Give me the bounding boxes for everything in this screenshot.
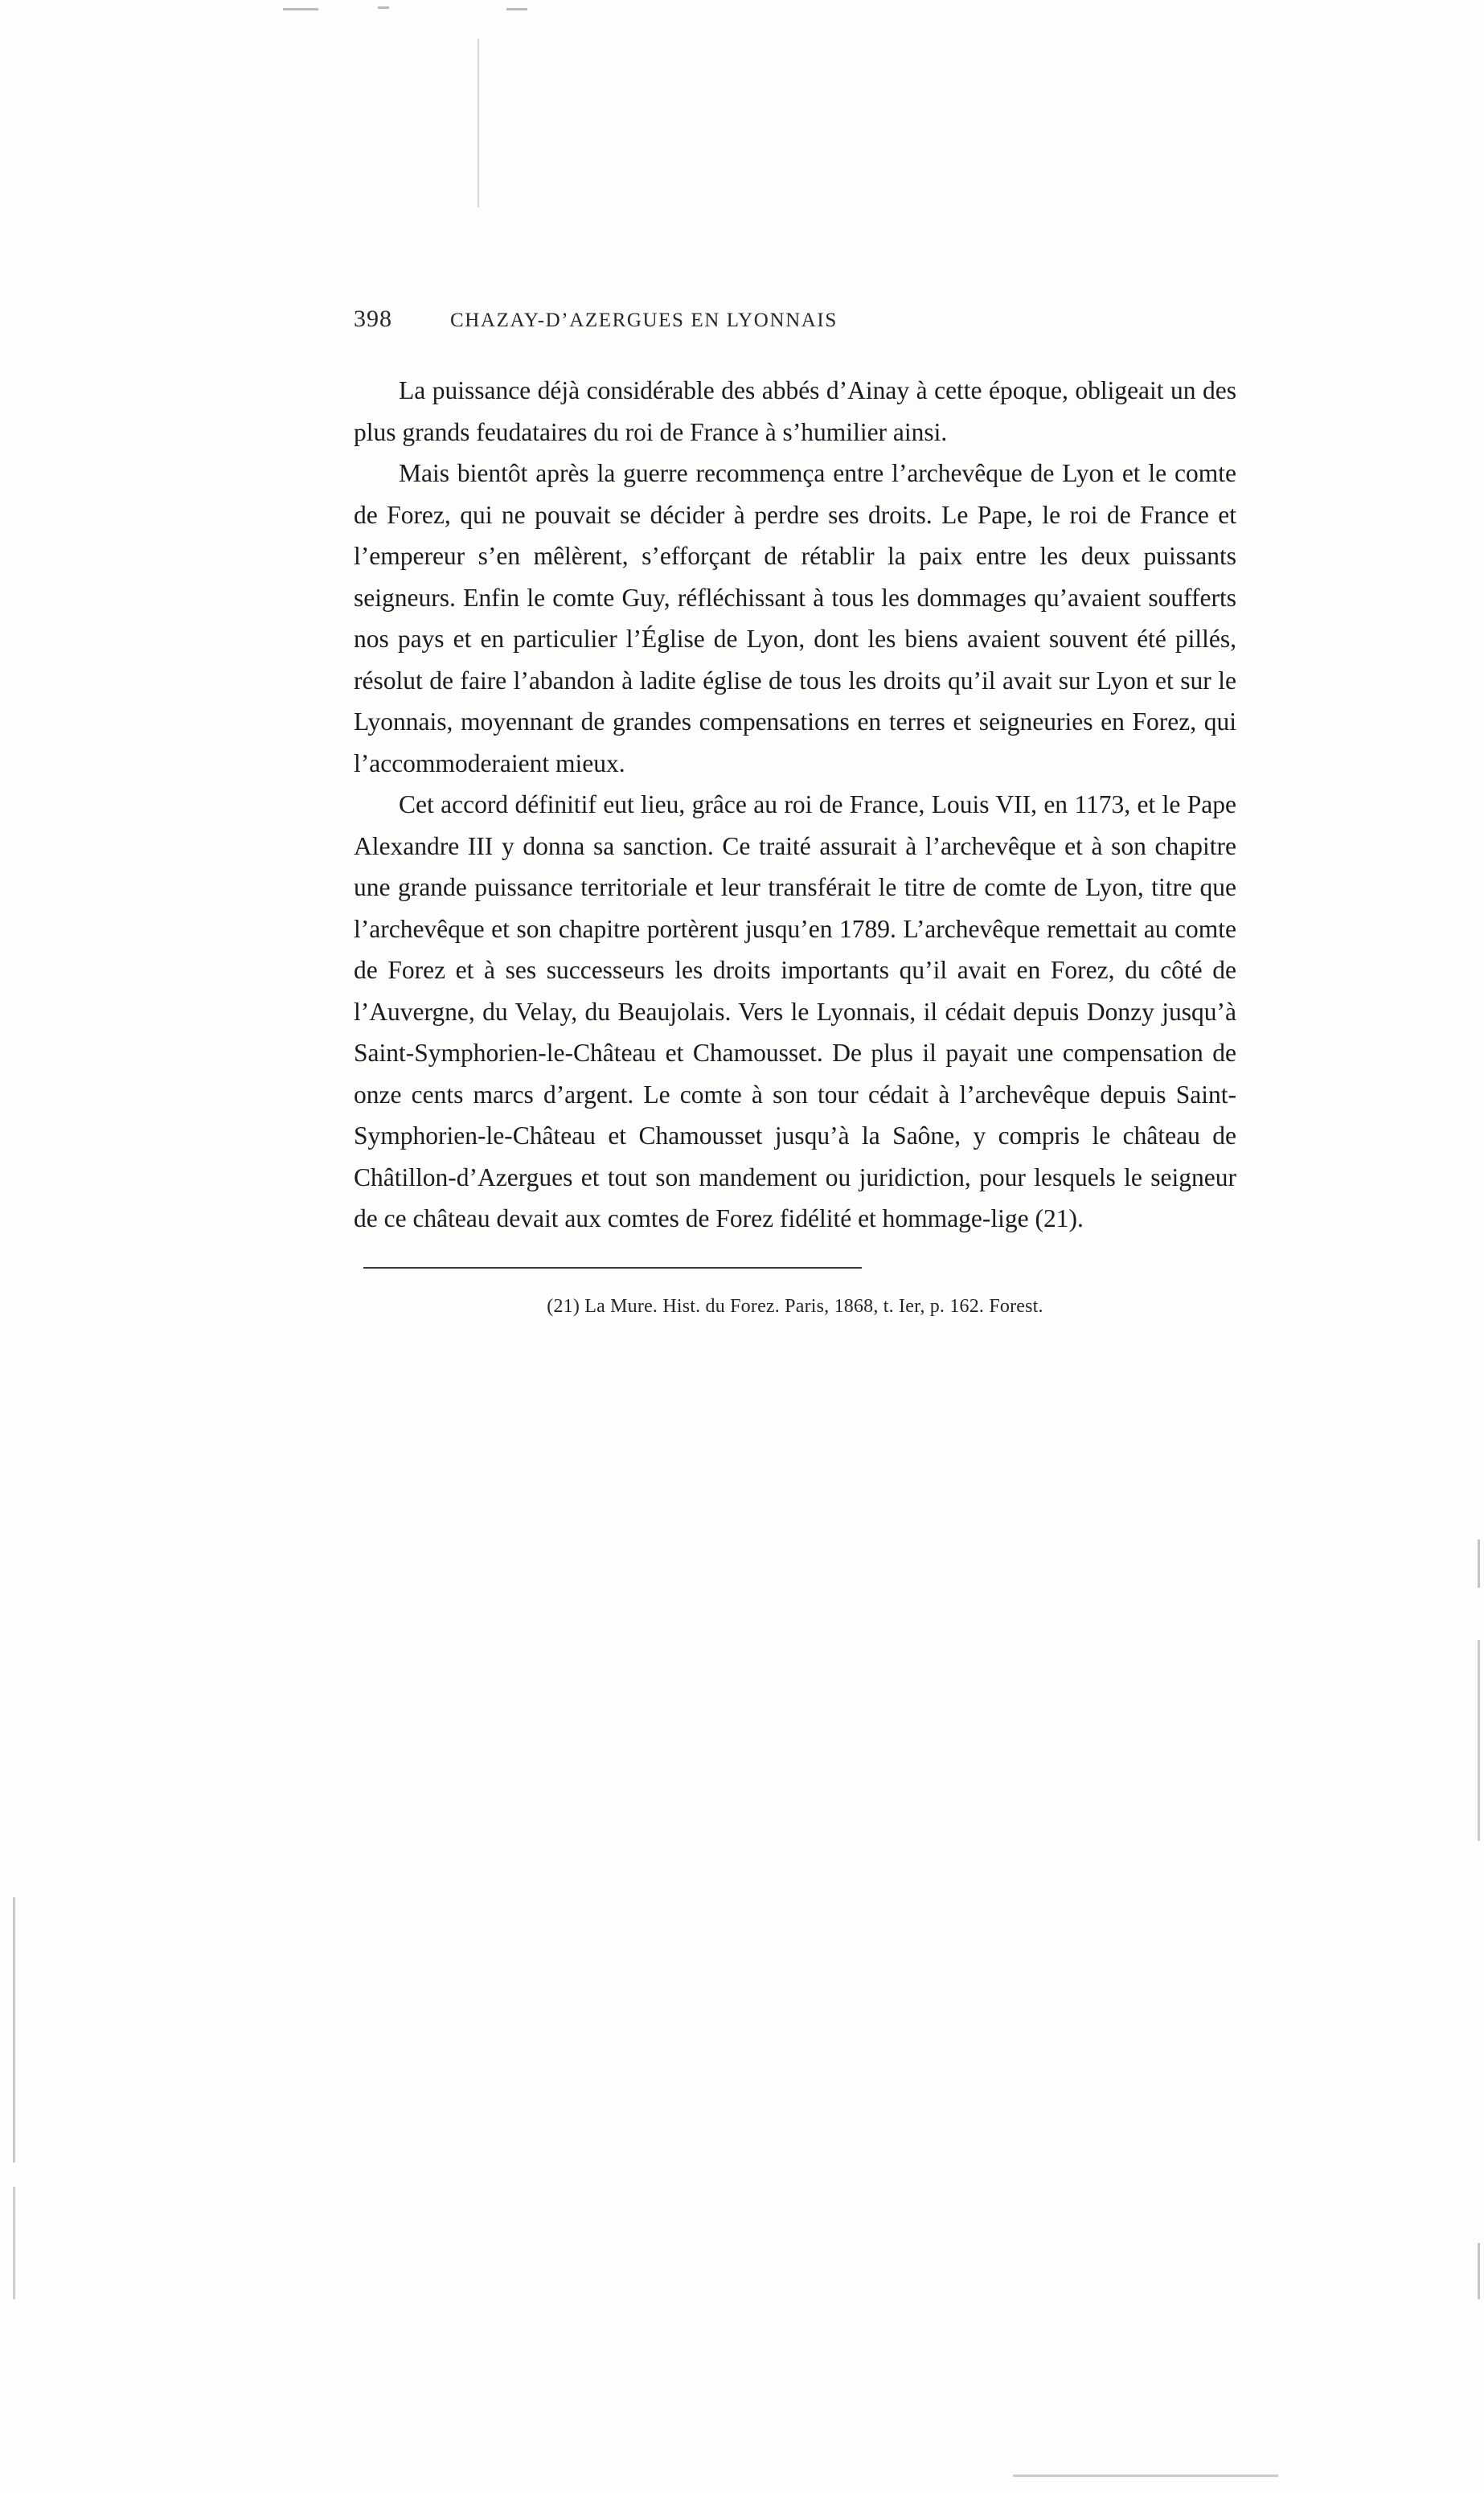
scan-artifact-top-right xyxy=(506,8,527,10)
running-head xyxy=(354,305,1236,333)
page-content xyxy=(354,305,1236,1320)
scan-artifact-top-left xyxy=(283,8,318,10)
running-head-title: CHAZAY-D’AZERGUES EN LYONNAIS xyxy=(450,310,838,331)
scan-artifact-bottom xyxy=(1013,2475,1278,2477)
scan-artifact-right-lower xyxy=(1478,2243,1480,2299)
scan-artifact-top-center xyxy=(378,6,389,9)
scan-artifact-right-upper xyxy=(1478,1540,1480,1588)
footnote-text: (21) La Mure. Hist. du Forez. Paris, 1868, t. Ier, p. 162. Forest. xyxy=(547,1295,1043,1317)
paragraph-2: Mais bientôt après la guerre recommença entre l’archevêque de Lyon et le comte de Forez, qui ne pouvait se décider à perdre ses droits. Le Pape, le roi de France et l’empereur s’en mêlèrent, s’efforçant de rétablir la paix entre les deux puissants seigneurs. Enfin le comte Guy, réfléchissant à tous les dommages qu’avaient soufferts nos pays et en particulier l’Église de Lyon, dont les biens avaient souvent été pillés, résolut de faire l’abandon à ladite église de tous les droits qu’il avait sur Lyon et sur le Lyonnais, moyennant de grandes compensations en terres et seigneuries en Forez, qui l’accommoderaient mieux. xyxy=(354,459,1236,777)
scan-artifact-left-middle xyxy=(13,1897,15,2163)
footnote-separator-rule xyxy=(363,1267,862,1269)
paragraph-1: La puissance déjà considérable des abbés d’Ainay à cette époque, obligeait un des plus grands feudataires du roi de France à s’humilier ainsi. xyxy=(354,376,1236,446)
scan-artifact-left-upper xyxy=(478,39,479,207)
paragraph-3: Cet accord définitif eut lieu, grâce au roi de France, Louis VII, en 1173, et le Pape Alexandre III y donna sa sanction. Ce traité assurait à l’archevêque et à son chapitre une grande puissance territoriale et leur transférait le titre de comte de Lyon, titre que l’archevêque et son chapitre portèrent jusqu’en 1789. L’archevêque remettait au comte de Forez et à ses successeurs les droits importants qu’il avait en Forez, du côté de l’Auvergne, du Velay, du Beaujolais. Vers le Lyonnais, il cédait depuis Donzy jusqu’à Saint-Symphorien-le-Château et Chamousset. De plus il payait une compensation de onze cents marcs d’argent. Le comte à son tour cédait à l’archevêque depuis Saint-Symphorien-le-Château et Chamousset jusqu’à la Saône, y compris le château de Châtillon-d’Azergues et tout son mandement ou juridiction, pour lesquels le seigneur de ce château devait aux comtes de Forez fidélité et hommage-lige (21). xyxy=(354,790,1236,1232)
page-number: 398 xyxy=(354,305,392,332)
footnote xyxy=(354,1293,1236,1320)
scan-artifact-right-middle xyxy=(1478,1640,1480,1841)
scan-artifact-left-lower xyxy=(13,2187,15,2299)
